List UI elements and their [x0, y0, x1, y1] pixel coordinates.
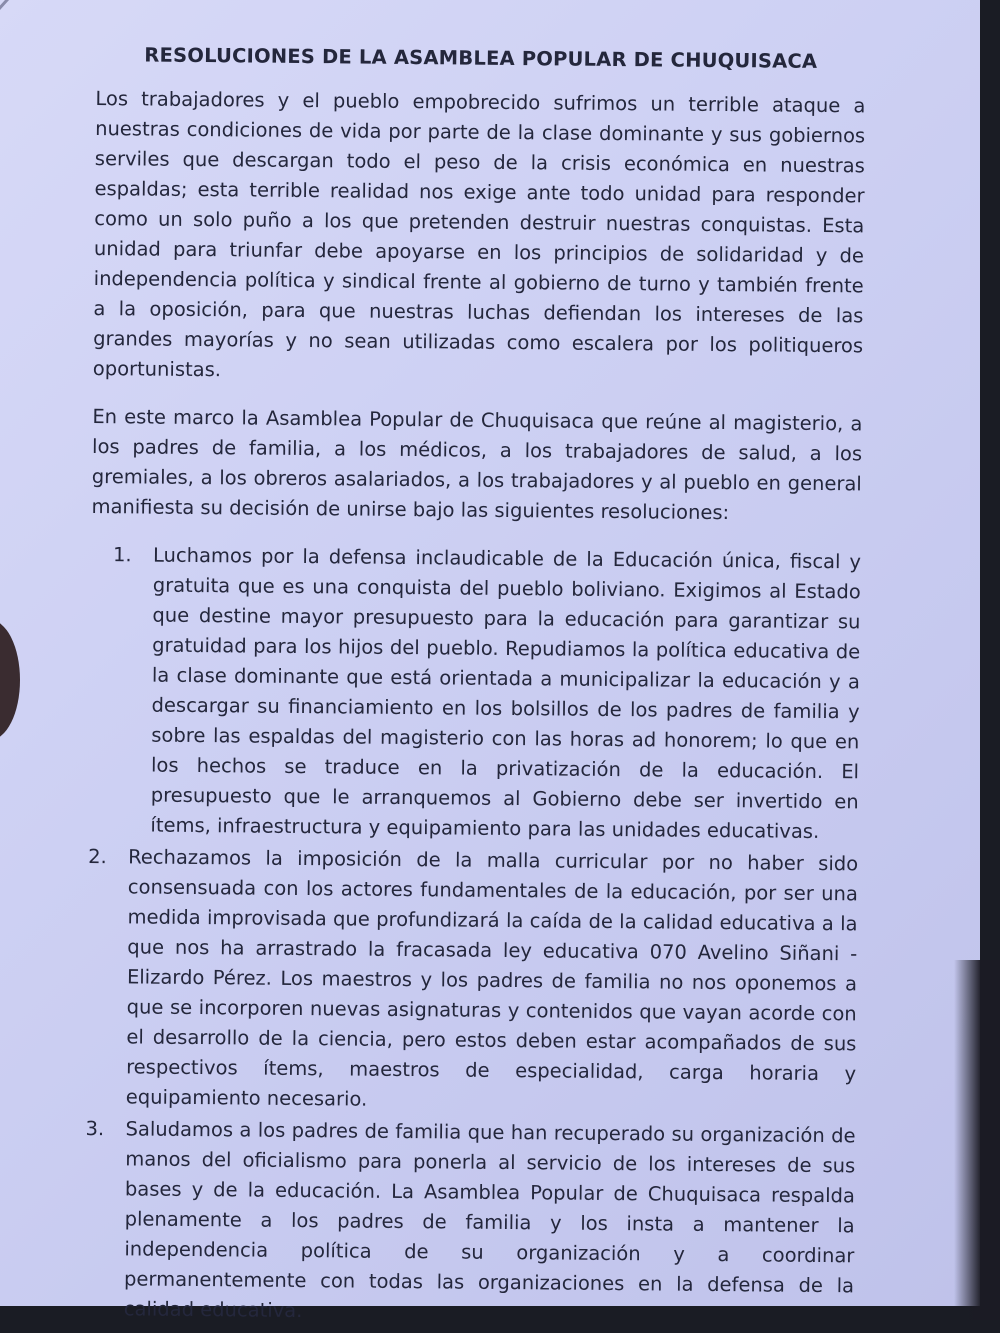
page-edge-shadow — [954, 960, 1000, 1320]
document-title: RESOLUCIONES DE LA ASAMBLEA POPULAR DE CHUQUISACA — [144, 43, 818, 73]
resolution-item — [110, 540, 861, 847]
resolution-item — [86, 842, 859, 1119]
resolution-item — [84, 1114, 856, 1331]
resolution-number: 2. — [88, 844, 107, 869]
intro-paragraph: Los trabajadores y el pueblo empobrecido sufrimos un terrible ataque a nuestras condiciones de vida por parte de la clase dominante y sus gobiernos serviles que descargan todo el peso de la crisis económica en nuestras espaldas; esta terrible realidad nos exige ante todo unidad para responder como un solo puño a los que pretenden destruir nuestras conquistas. Esta unidad para triunfar debe apoyarse en los principios de solidaridad y de independencia política y sindical frente al gobierno de turno y también frente a la oposición, para que nuestras luchas defiendan los intereses de las grandes mayorías y no sean utilizadas como escalera por los politiqueros oportunistas. — [92, 86, 866, 382]
resolution-text: Saludamos a los padres de familia que han recuperado su organización de manos del oficialismo para ponerla al servicio de los intereses de sus bases y de la educación. La Asamblea Popular de Chuquisaca respalda plenamente a los padres de familia y los insta a mantener la independencia política de su organización y a coordinar permanentemente con todas las organizaciones en la defensa de la calidad educativa. — [123, 1117, 856, 1323]
context-paragraph: En este marco la Asamblea Popular de Chuquisaca que reúne al magisterio, a los padres de familia, a los médicos, a los trabajadores de salud, a los gremiales, a los obreros asalariados, a los trabajadores y al pueblo en general manifiesta su decisión de unirse bajo las siguientes resoluciones: — [91, 404, 863, 525]
resolutions-list — [84, 540, 861, 1331]
resolution-number: 3. — [85, 1116, 105, 1141]
document-content — [84, 40, 866, 1333]
resolution-number: 1. — [112, 543, 132, 567]
finger-shadow — [0, 620, 20, 740]
resolution-text: Rechazamos la imposición de la malla curricular por no haber sido consensuada con los actores fundamentales de la educación, por ser una medida improvisada que profundizará la caída de la calidad educativa a la que nos ha arrastrado la fracasada ley educativa 070 Avelino Siñani - Elizardo Pérez. Los maestros y los padres de familia no nos oponemos a que se incorporen nuevas asignaturas y contenidos que vayan acorde con el desarrollo de la ciencia, pero estos deben estar acompañados de sus respectivos ítems, maestros de especialidad, carga horaria y equipamiento necesario. — [125, 845, 859, 1111]
paper-fold-mark — [0, 0, 16, 37]
resolution-text: Luchamos por la defensa inclaudicable de la Educación única, fiscal y gratuita que es una conquista del pueblo boliviano. Exigimos al Estado que destine mayor presupuesto para la educación para garantizar su gratuidad para los hijos del pueblo. Repudiamos la política educativa de la clase dominante que está orientada a municipalizar la educación y a descargar su financiamiento en los bolsillos de los padres de familia y sobre las espaldas del magisterio con las horas ad honorem; lo que en los hechos se traduce en la privatización de la educación. El presupuesto que le arranquemos al Gobierno debe ser invertido en ítems, infraestructura y equipamiento para las unidades educativas. — [150, 543, 862, 843]
